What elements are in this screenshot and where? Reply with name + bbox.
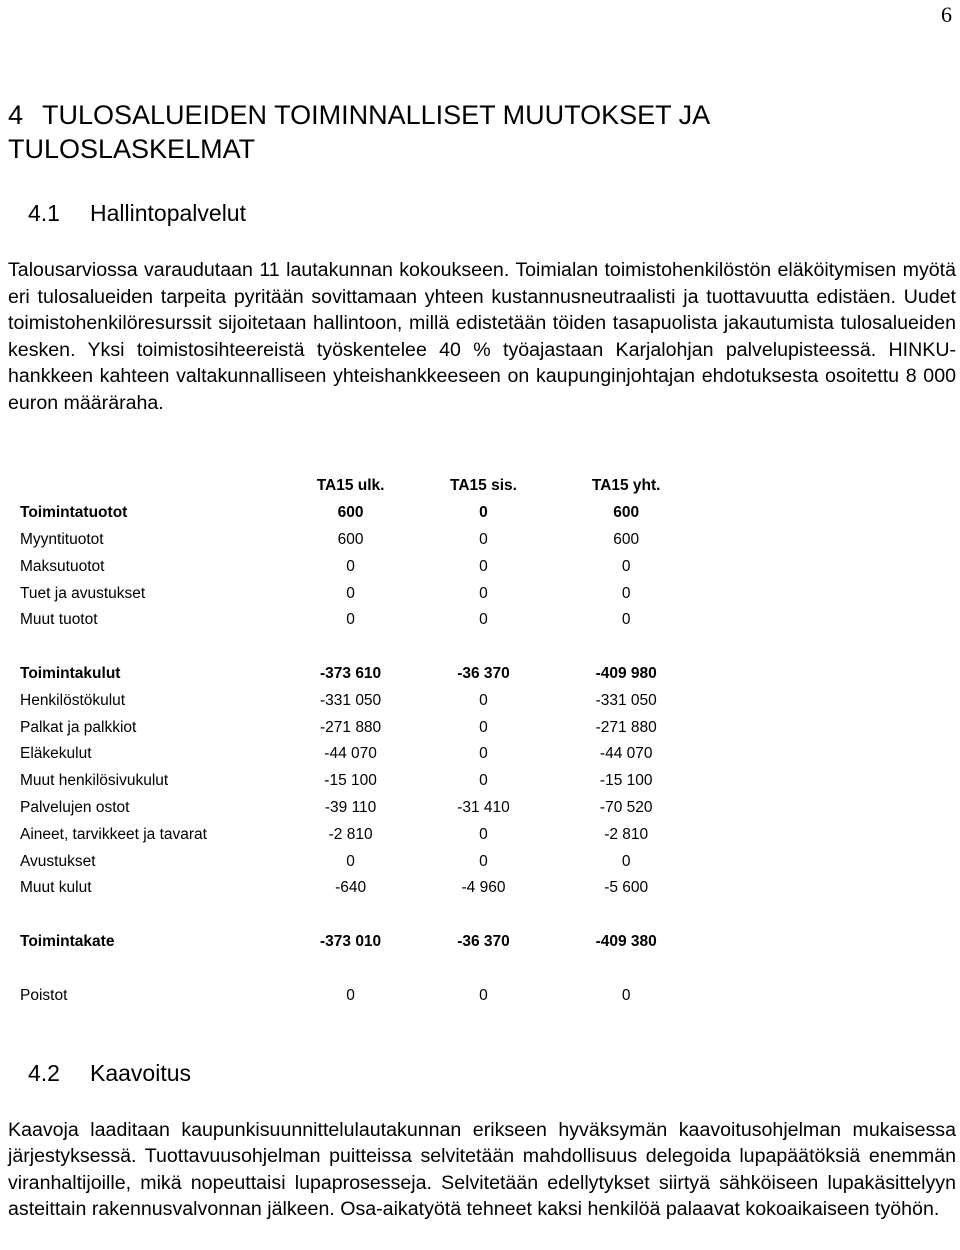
table-row: [20, 821, 700, 848]
row-label: Henkilöstökulut: [20, 691, 126, 709]
section-number: 4.2: [28, 1060, 60, 1086]
row-value: 0: [621, 852, 631, 870]
row-value: 0: [479, 530, 488, 548]
row-value: 0: [346, 557, 355, 575]
chapter-title: [8, 98, 908, 166]
section-title-kaavoitus: [28, 1060, 191, 1087]
table-header-row: [20, 473, 700, 500]
spacer-cell: [20, 634, 700, 661]
table-spacer-row: [20, 634, 700, 661]
row-label: Tuet ja avustukset: [20, 584, 146, 602]
row-label: Muut kulut: [20, 879, 92, 897]
row-value: -15 100: [324, 772, 377, 790]
page-number: 6: [941, 2, 952, 27]
spacer-cell: [20, 955, 700, 982]
table-row: [20, 848, 700, 875]
row-value: 0: [346, 611, 355, 629]
table-row: [20, 607, 700, 634]
table-row: [20, 500, 700, 527]
section-paragraph-hallintopalvelut: Talousarviossa varaudutaan 11 lautakunnan kokoukseen. Toimialan toimistohenkilöstön eläköitymisen myötä eri tulosalueiden tarpeita pyritään sovittamaan yhteen kustannusneutraalisti ja tuottavuutta edistäen. Uudet toimistohenkilöresurssit sijoitetaan hallintoon, millä edistetään töiden tasapuolista jakautumista tulosalueiden kesken. Yksi toimistosihteereistä työskentelee 40 % työajastaan Karjalohjan palvelupisteessä. HINKU-hankkeen kahteen valtakunnalliseen yhteishankkeeseen on kaupunginjohtajan ehdotuksesta osoitettu 8 000 euron määräraha.: [8, 259, 956, 414]
row-value: -331 050: [319, 691, 382, 709]
row-value: 600: [337, 504, 364, 522]
section-title-hallintopalvelut: [28, 200, 246, 227]
row-value: -2 810: [328, 825, 373, 843]
row-value: 0: [479, 852, 488, 870]
table-header-cell: TA15 yht.: [591, 477, 661, 495]
row-label: Toimintatuotot: [20, 504, 128, 522]
row-value: 0: [479, 611, 488, 629]
table-header-cell: TA15 sis.: [450, 477, 517, 495]
row-value: -15 100: [599, 772, 653, 790]
table-spacer-row: [20, 902, 700, 929]
row-label: Avustukset: [20, 852, 96, 870]
row-value: 0: [479, 772, 488, 790]
row-value: -271 880: [595, 718, 657, 736]
row-value: -70 520: [599, 798, 653, 816]
row-value: 0: [621, 611, 631, 629]
row-value: 600: [613, 530, 640, 548]
table-row: [20, 741, 700, 768]
table-header-label: [20, 473, 287, 500]
table-row: [20, 714, 700, 741]
row-value: 0: [621, 584, 631, 602]
row-value: 0: [479, 825, 488, 843]
table-row: [20, 795, 700, 822]
row-value: -36 370: [457, 932, 510, 950]
row-label: Palvelujen ostot: [20, 798, 130, 816]
row-label: Myyntituotot: [20, 530, 104, 548]
row-label: Poistot: [20, 986, 68, 1004]
row-value: -36 370: [457, 664, 510, 682]
row-value: -409 380: [595, 932, 657, 950]
table-row: [20, 580, 700, 607]
section-number: 4.1: [28, 200, 60, 226]
row-value: 0: [346, 986, 355, 1004]
row-value: -31 410: [457, 798, 510, 816]
row-label: Maksutuotot: [20, 557, 105, 575]
table-spacer-row: [20, 955, 700, 982]
table-row: [20, 687, 700, 714]
row-value: 600: [337, 530, 364, 548]
row-value: -409 980: [595, 664, 657, 682]
row-value: -2 810: [604, 825, 649, 843]
row-label: Eläkekulut: [20, 745, 92, 763]
row-value: -5 600: [604, 879, 649, 897]
table-row: [20, 768, 700, 795]
row-value: 0: [621, 557, 631, 575]
row-value: -373 610: [319, 664, 382, 682]
row-value: 0: [479, 718, 488, 736]
row-value: -44 070: [599, 745, 653, 763]
section-title-text: Kaavoitus: [90, 1060, 192, 1086]
table-row: [20, 929, 700, 956]
row-value: -271 880: [319, 718, 382, 736]
row-value: 0: [479, 986, 488, 1004]
chapter-title-text: TULOSALUEIDEN TOIMINNALLISET MUUTOKSET JA TULOSLASKELMAT: [8, 100, 709, 164]
row-label: Toimintakulut: [20, 664, 121, 682]
row-value: -373 010: [319, 932, 382, 950]
row-value: -4 960: [461, 879, 506, 897]
row-value: 600: [613, 504, 640, 522]
section-paragraph-kaavoitus: Kaavoja laaditaan kaupunkisuunnittelulautakunnan erikseen hyväksymän kaavoitusohjelman mukaisessa järjestyksessä. Tuottavuusohjelman puitteissa selvitetään mahdollisuus delegoida lupapäätöksiä enemmän viranhaltijoille, mikä nopeuttaisi lupaprosesseja. Selvitetään edellytykset siirtyä sähköiseen lupakäsittelyyn asteittain rakennusvalvonnan jälkeen. Osa-aikatyötä tehneet kaksi henkilöä palaavat kokoaikaiseen työhön.: [8, 1119, 956, 1221]
section-title-text: Hallintopalvelut: [90, 200, 246, 226]
table-row: [20, 553, 700, 580]
row-value: 0: [479, 691, 488, 709]
table-header-cell: TA15 ulk.: [316, 477, 385, 495]
row-value: -44 070: [324, 745, 377, 763]
row-value: 0: [346, 852, 355, 870]
row-label: Palkat ja palkkiot: [20, 718, 137, 736]
row-label: Toimintakate: [20, 932, 115, 950]
budget-table: [20, 473, 700, 1009]
table-row: [20, 875, 700, 902]
row-value: 0: [479, 504, 488, 522]
row-value: -640: [335, 879, 367, 897]
table-row: [20, 982, 700, 1009]
table-row: [20, 527, 700, 554]
row-value: 0: [479, 584, 488, 602]
row-value: -331 050: [595, 691, 657, 709]
chapter-number: 4: [8, 100, 24, 130]
row-label: Muut henkilösivukulut: [20, 772, 169, 790]
row-value: 0: [479, 745, 488, 763]
table-row: [20, 661, 700, 688]
row-label: Aineet, tarvikkeet ja tavarat: [20, 825, 207, 843]
row-label: Muut tuotot: [20, 611, 98, 629]
row-value: -39 110: [324, 798, 377, 816]
spacer-cell: [20, 902, 700, 929]
row-value: 0: [479, 557, 488, 575]
row-value: 0: [621, 986, 631, 1004]
row-value: 0: [346, 584, 355, 602]
